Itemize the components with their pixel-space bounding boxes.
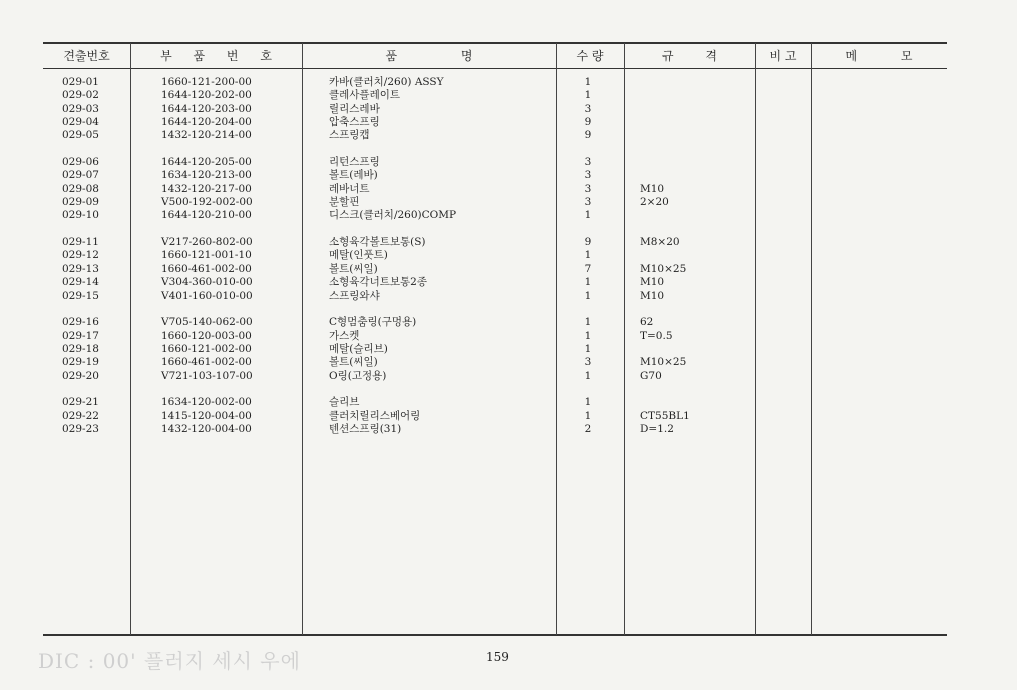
table-cell-spec: M10×25 [640,262,687,275]
table-cell-part: V304-360-010-00 [161,276,253,289]
table-cell-spec: M10 [640,289,665,302]
table-cell-name [329,303,539,316]
table-cell-qty [581,143,595,156]
table-cell-name: 볼트(씨일) [329,262,378,275]
table-cell-name [329,143,539,156]
table-cell-name: O링(고정용) [329,369,387,382]
table-cell-spec: M10 [640,276,665,289]
table-cell-qty [581,383,595,396]
table-cell-spec: G70 [640,369,662,382]
table-cell-name: 릴리스레바 [329,102,380,115]
table-cell-name: 슬리브 [329,396,360,409]
table-cell-qty: 2 [584,422,592,435]
table-cell-name [329,223,539,236]
table-cell-part: 1415-120-004-00 [161,409,252,422]
table-cell-name: 소형육각너트보통2종 [329,276,427,289]
table-cell-name: 디스크(클러치/260)COMP [329,209,457,222]
table-cell-part: 1660-121-200-00 [161,76,252,88]
table-cell-part: 1432-120-217-00 [161,182,252,195]
part-number-column [161,76,276,436]
table-cell-name: 메탈(슬리브) [329,342,388,355]
header-part-name: 품 명 [385,49,473,63]
table-cell-spec: 2×20 [640,196,669,209]
table-cell-qty: 3 [584,182,592,195]
table-cell-part [161,383,276,396]
table-cell-spec [640,303,740,316]
table-cell-part: V721-103-107-00 [161,369,253,382]
faded-footer-mark: DIC : 00' 플러지 세시 우에 [38,649,301,673]
table-cell-name: 볼트(씨일) [329,356,378,369]
table-cell-qty: 1 [584,369,592,382]
header-quantity: 수 량 [576,49,604,63]
table-cell-ref: 029-11 [62,236,99,249]
table-cell-qty: 1 [584,289,592,302]
table-cell-name: 클레사플레이트 [329,89,401,102]
table-cell-qty: 3 [584,102,592,115]
spec-column [640,76,740,436]
table-cell-ref: 029-08 [62,182,99,195]
table-cell-part: 1644-120-202-00 [161,89,252,102]
table-cell-ref: 029-18 [62,342,99,355]
table-cell-part: 1660-120-003-00 [161,329,252,342]
table-cell-spec: M10 [640,182,665,195]
table-cell-spec [640,209,740,222]
table-cell-qty: 3 [584,356,592,369]
table-cell-ref: 029-07 [62,169,99,182]
table-cell-ref: 029-15 [62,289,99,302]
table-cell-name: 클러치릴리스베어링 [329,409,421,422]
table-cell-spec [640,396,740,409]
table-cell-part: 1660-121-001-10 [161,249,252,262]
table-cell-ref [62,303,112,316]
table-cell-name: 스프링와샤 [329,289,380,302]
table-cell-qty: 1 [584,329,592,342]
page-number: 159 [486,650,509,664]
table-cell-name: 분할핀 [329,196,360,209]
table-cell-qty: 9 [584,116,592,129]
table-cell-part: V500-192-002-00 [161,196,253,209]
table-cell-qty: 9 [584,236,592,249]
column-divider [302,43,303,635]
table-cell-part: 1634-120-213-00 [161,169,252,182]
table-cell-name: C형멈춤링(구멍용) [329,316,417,329]
table-cell-part: 1644-120-205-00 [161,156,252,169]
table-cell-spec [640,169,740,182]
table-cell-ref: 029-13 [62,262,99,275]
table-cell-ref: 029-19 [62,356,99,369]
table-cell-name: 텐션스프링(31) [329,422,402,435]
table-cell-spec [640,143,740,156]
table-cell-spec: 62 [640,316,654,329]
table-cell-ref: 029-12 [62,249,99,262]
table-cell-qty: 1 [584,342,592,355]
table-cell-spec [640,103,740,116]
table-cell-spec: CT55BL1 [640,409,690,422]
table-cell-name: 볼트(레바) [329,169,378,182]
table-cell-spec [640,343,740,356]
table-cell-qty: 1 [584,316,592,329]
table-cell-ref: 029-16 [62,316,99,329]
table-cell-ref: 029-09 [62,196,99,209]
table-cell-qty: 7 [584,262,592,275]
quantity-column [581,76,595,436]
table-cell-ref: 029-01 [62,76,99,88]
table-cell-qty [581,303,595,316]
table-cell-spec: M8×20 [640,236,680,249]
table-cell-ref: 029-21 [62,396,99,409]
table-cell-qty: 1 [584,249,592,262]
table-cell-part: 1432-120-214-00 [161,129,252,142]
table-cell-spec [640,116,740,129]
table-cell-qty: 1 [584,89,592,102]
table-cell-ref: 029-06 [62,156,99,169]
header-memo: 메 모 [845,49,913,63]
header-part-number: 부 품 번 호 [160,49,272,63]
column-divider [811,43,812,635]
header-spec: 규 격 [662,49,717,63]
table-cell-part: 1644-120-203-00 [161,102,252,115]
table-cell-part: 1660-461-002-00 [161,262,252,275]
table-cell-qty [581,223,595,236]
header-note: 비 고 [769,49,797,63]
table-cell-qty: 1 [584,409,592,422]
column-divider [755,43,756,635]
table-cell-qty: 3 [584,156,592,169]
table-cell-spec [640,223,740,236]
column-divider [130,43,131,635]
table-cell-ref: 029-02 [62,89,99,102]
table-cell-ref [62,383,112,396]
table-cell-qty: 1 [584,76,592,88]
table-cell-spec: D=1.2 [640,422,674,435]
table-cell-part: 1660-461-002-00 [161,356,252,369]
ref-column [62,76,112,436]
table-cell-ref: 029-17 [62,329,99,342]
table-cell-name: 메탈(인풋트) [329,249,388,262]
table-cell-qty: 1 [584,396,592,409]
table-cell-ref [62,143,112,156]
table-cell-part: 1644-120-210-00 [161,209,252,222]
table-cell-qty: 3 [584,169,592,182]
table-cell-part: 1634-120-002-00 [161,396,252,409]
table-cell-part: V705-140-062-00 [161,316,253,329]
table-cell-ref: 029-04 [62,116,99,129]
table-cell-part: V401-160-010-00 [161,289,253,302]
table-cell-name: 스프링캡 [329,129,370,142]
table-cell-name: 레바너트 [329,182,370,195]
column-divider [556,43,557,635]
part-name-column [329,76,539,436]
table-cell-ref: 029-20 [62,369,99,382]
table-cell-ref: 029-22 [62,409,99,422]
table-cell-name: 소형육각볼트보통(S) [329,236,426,249]
table-cell-qty: 1 [584,276,592,289]
table-cell-part [161,223,276,236]
column-divider [624,43,625,635]
table-cell-ref: 029-03 [62,102,99,115]
table-cell-spec [640,89,740,102]
table-cell-spec [640,156,740,169]
header-ref: 견출번호 [63,49,110,63]
table-cell-name: 가스켓 [329,329,360,342]
table-cell-spec [640,383,740,396]
table-cell-qty: 1 [584,209,592,222]
table-cell-ref: 029-23 [62,422,99,435]
table-cell-qty: 9 [584,129,592,142]
table-cell-ref: 029-10 [62,209,99,222]
table-cell-part: 1432-120-004-00 [161,422,252,435]
table-cell-ref [62,223,112,236]
table-cell-qty: 3 [584,196,592,209]
table-cell-ref: 029-05 [62,129,99,142]
table-cell-spec: T=0.5 [640,329,673,342]
table-cell-ref: 029-14 [62,276,99,289]
table-cell-spec: M10×25 [640,356,687,369]
table-cell-name [329,383,539,396]
table-cell-part: 1660-121-002-00 [161,342,252,355]
table-cell-name: 카바(클러치/260) ASSY [329,76,444,88]
table-cell-spec [640,249,740,262]
table-cell-name: 압축스프링 [329,116,380,129]
table-cell-part [161,303,276,316]
table-cell-part: V217-260-802-00 [161,236,253,249]
table-cell-spec [640,129,740,142]
table-cell-spec [640,76,740,89]
table-cell-part [161,143,276,156]
table-cell-part: 1644-120-204-00 [161,116,252,129]
table-cell-name: 리턴스프링 [329,156,380,169]
